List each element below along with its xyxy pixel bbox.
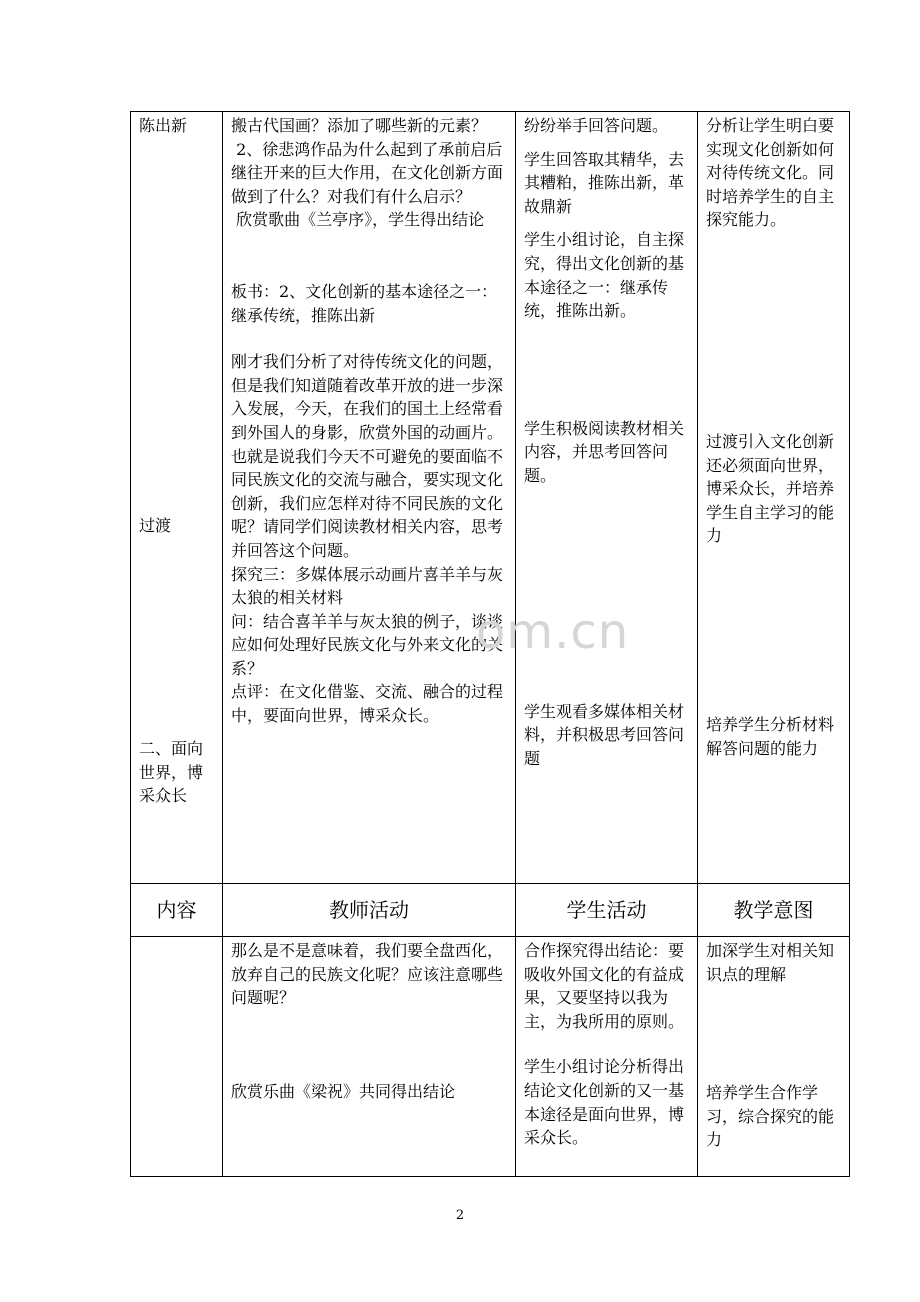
student-text: 学生积极阅读教材相关内容，并思考回答问题。 (524, 418, 685, 485)
content-label: 陈出新 (139, 116, 188, 135)
intent-text: 分析让学生明白要实现文化创新如何对待传统文化。同时培养学生的自主探究能力。 (706, 116, 835, 230)
board-note: 板书：2、文化创新的基本途径之一：继承传统，推陈出新 (231, 281, 498, 325)
student-text: 纷纷举手回答问题。 (524, 116, 669, 135)
teacher-text: 问：结合喜羊羊与灰太狼的例子，谈谈应如何处理好民族文化与外来文化的关系？ (231, 611, 504, 678)
teacher-text: 2、徐悲鸿作品为什么起到了承前启后继往开来的巨大作用，在文化创新方面做到了什么？对我们有什么启示？ (231, 139, 504, 206)
header-teacher: 教师活动 (223, 884, 516, 937)
page-number: 2 (455, 1208, 465, 1223)
teacher-text: 欣赏歌曲《兰亭序》，学生得出结论 (231, 210, 485, 230)
teacher-text: 那么是不是意味着，我们要全盘西化，放弃自己的民族文化呢？应该注意哪些问题呢？ (231, 941, 504, 1008)
student-text: 学生小组讨论，自主探究，得出文化创新的基本途径之一：继承传统，推陈出新。 (524, 230, 685, 321)
student-activity-cell (516, 112, 698, 884)
student-text: 学生小组讨论分析得出结论文化创新的又一基本途径是面向世界，博采众长。 (524, 1057, 685, 1148)
teacher-activity-cell (223, 937, 516, 1177)
student-text: 学生观看多媒体相关材料，并积极思考回答问题 (524, 701, 685, 768)
intent-text: 培养学生合作学习，综合探究的能力 (706, 1083, 835, 1150)
table-row (131, 937, 850, 1177)
teacher-text: 搬古代国画？添加了哪些新的元素？ (231, 116, 488, 135)
teacher-text: 刚才我们分析了对待传统文化的问题，但是我们知道随着改革开放的进一步深入发展，今天，在我们的国土上经常看到外国人的身影，欣赏外国的动画片。也就是说我们今天不可避免的要面临不同民族文化的交流与融合，要实现文化创新，我们应怎样对待不同民族的文化呢？请同学们阅读教材相关内容，思考并回答这个问题。 (231, 352, 504, 560)
content-cell (131, 937, 223, 1177)
header-student: 学生活动 (516, 884, 698, 937)
table-header-row (131, 884, 850, 937)
student-text: 合作探究得出结论：要吸收外国文化的有益成果，又要坚持以我为主，为我所用的原则。 (524, 941, 685, 1031)
teacher-text: 点评：在文化借鉴、交流、融合的过程中，要面向世界，博采众长。 (231, 682, 504, 726)
intent-cell (698, 112, 850, 884)
intent-cell (698, 937, 850, 1177)
header-content: 内容 (131, 884, 223, 937)
content-cell (131, 112, 223, 884)
teacher-activity-cell (223, 112, 516, 884)
intent-text: 培养学生分析材料解答问题的能力 (706, 714, 835, 758)
table-row (131, 112, 850, 884)
teacher-text: 探究三：多媒体展示动画片喜羊羊与灰太狼的相关材料 (231, 564, 504, 608)
intent-text: 过渡引入文化创新还必须面向世界，博采众长，并培养学生自主学习的能力 (706, 431, 835, 546)
content-label: 过渡 (139, 515, 172, 535)
intent-text: 加深学生对相关知识点的理解 (706, 941, 835, 984)
header-intent: 教学意图 (698, 884, 850, 937)
content-label: 二、面向世界，博采众长 (139, 739, 204, 806)
watermark: om.cn (476, 604, 630, 660)
teacher-text: 欣赏乐曲《梁祝》共同得出结论 (231, 1081, 456, 1101)
student-activity-cell (516, 937, 698, 1177)
student-text: 学生回答取其精华，去其糟粕，推陈出新，革故鼎新 (524, 149, 685, 216)
